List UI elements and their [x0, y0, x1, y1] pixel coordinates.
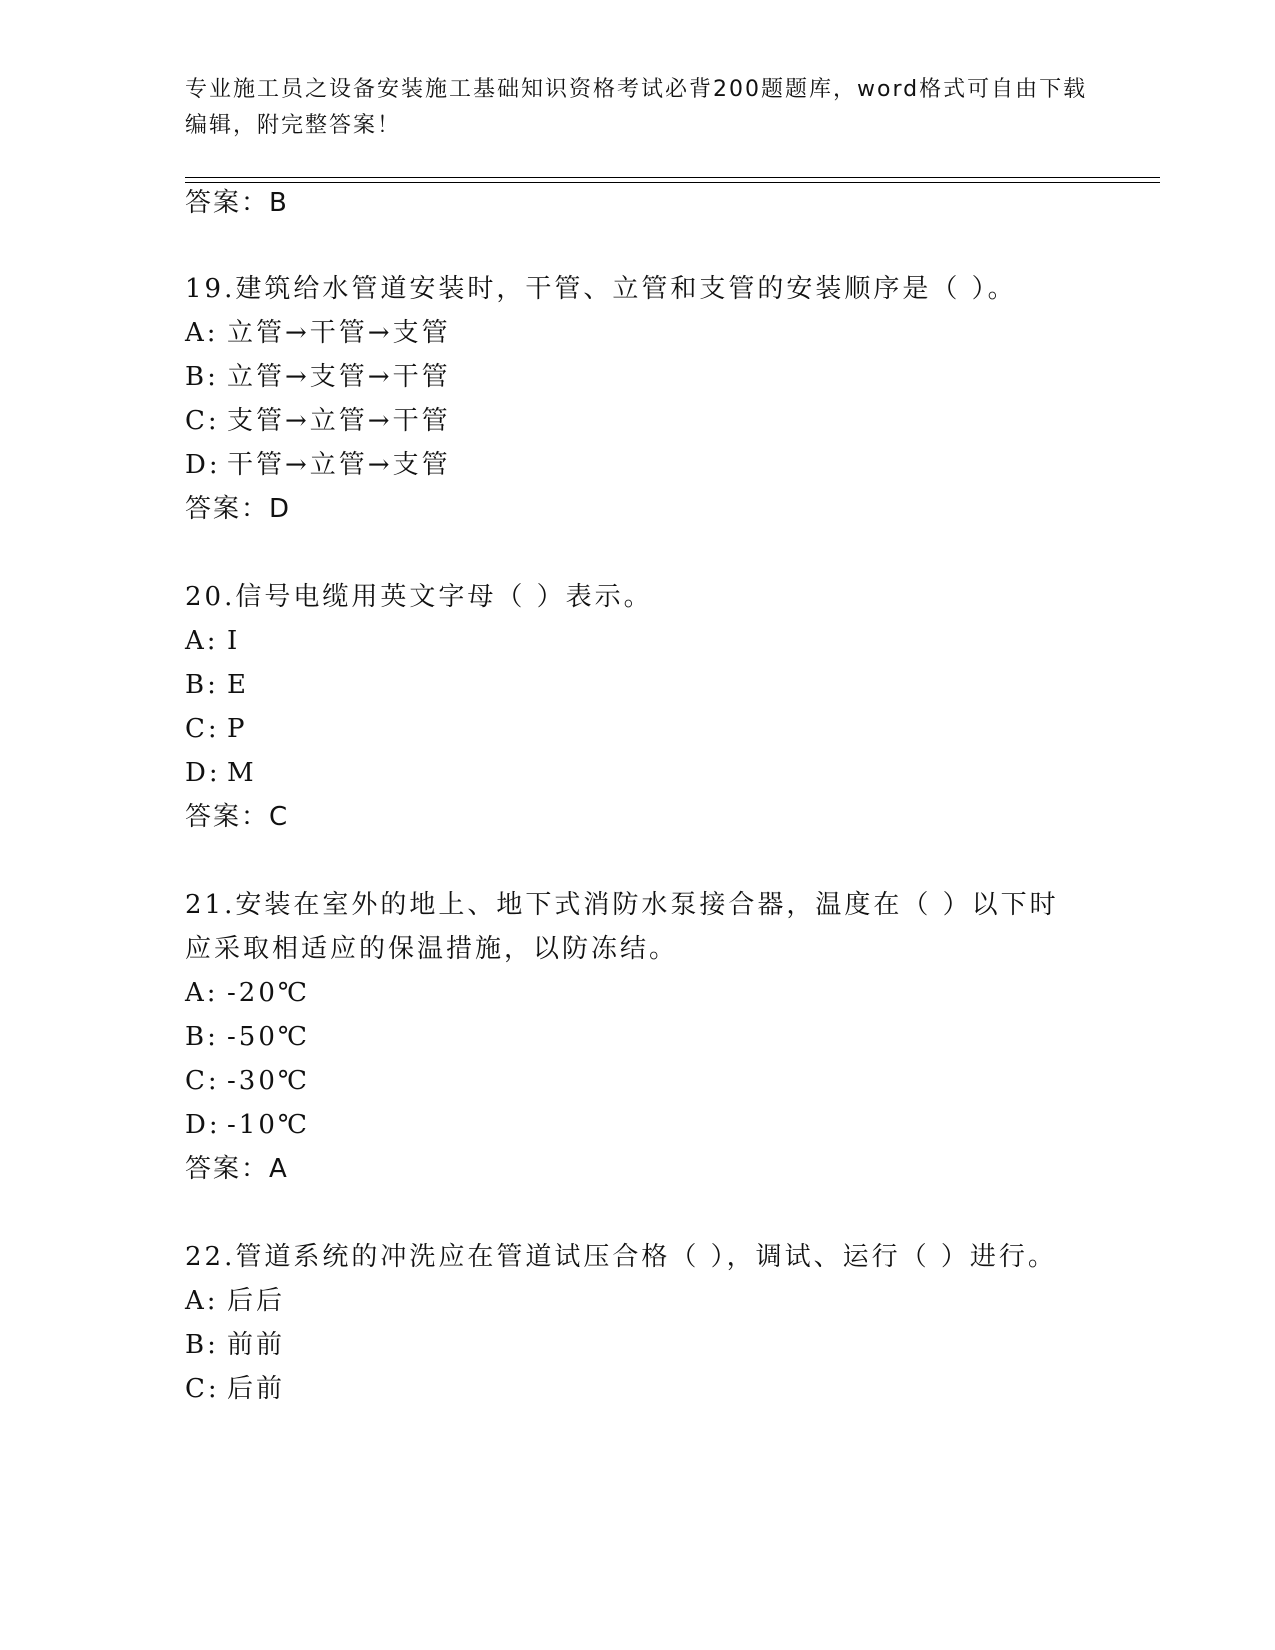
option-d [185, 756, 257, 790]
answer-line: 答案：A [185, 1154, 289, 1184]
question-stem-continued: 应采取相适应的保温措施，以防冻结。 [185, 934, 679, 964]
option-text: -50℃ [227, 1022, 310, 1052]
option-letter: B: [185, 670, 219, 700]
option-a [185, 316, 451, 350]
option-c [185, 404, 451, 438]
option-c [185, 1372, 285, 1406]
option-text: 后前 [227, 1374, 286, 1404]
option-letter: D: [185, 450, 221, 480]
option-letter: D: [185, 758, 221, 788]
option-letter: A: [185, 978, 219, 1008]
option-letter: A: [185, 318, 219, 348]
answer-line: 答案：C [185, 802, 290, 832]
option-text: M [227, 758, 257, 788]
option-text: 后后 [227, 1286, 286, 1316]
question-stem: 22.管道系统的冲洗应在管道试压合格（ ），调试、运行（ ）进行。 [185, 1242, 1057, 1272]
option-letter: B: [185, 1330, 219, 1360]
option-letter: C: [185, 406, 220, 436]
option-text: -20℃ [227, 978, 310, 1008]
option-a [185, 976, 310, 1010]
option-text: -30℃ [227, 1066, 310, 1096]
option-letter: A: [185, 626, 219, 656]
header-rule-bottom [185, 182, 1160, 183]
header-rule-top [185, 177, 1160, 178]
option-text: P [227, 714, 248, 744]
option-letter: C: [185, 1066, 220, 1096]
option-a [185, 624, 240, 658]
option-b [185, 1020, 310, 1054]
option-a [185, 1284, 285, 1318]
option-text: 支管→立管→干管 [227, 406, 451, 436]
document-header: 专业施工员之设备安装施工基础知识资格考试必背200题题库，word格式可自由下载编辑，附完整答案！ [185, 77, 1088, 138]
question-stem: 20.信号电缆用英文字母（ ）表示。 [185, 582, 653, 612]
option-letter: D: [185, 1110, 221, 1140]
option-letter: B: [185, 362, 219, 392]
option-d [185, 448, 451, 482]
option-b [185, 1328, 285, 1362]
previous-answer: 答案：B [185, 188, 289, 218]
option-d [185, 1108, 310, 1142]
option-text: 立管→支管→干管 [227, 362, 451, 392]
option-b [185, 668, 249, 702]
option-text: -10℃ [227, 1110, 310, 1140]
option-letter: C: [185, 714, 220, 744]
option-text: I [227, 626, 241, 656]
answer-line: 答案：D [185, 494, 292, 524]
question-stem: 21.安装在室外的地上、地下式消防水泵接合器，温度在（ ）以下时 [185, 890, 1059, 920]
option-letter: C: [185, 1374, 220, 1404]
option-text: 干管→立管→支管 [227, 450, 451, 480]
option-text: E [227, 670, 249, 700]
option-c [185, 1064, 310, 1098]
option-text: 前前 [227, 1330, 286, 1360]
option-text: 立管→干管→支管 [227, 318, 451, 348]
question-stem: 19.建筑给水管道安装时，干管、立管和支管的安装顺序是（ ）。 [185, 274, 1017, 304]
option-b [185, 360, 451, 394]
option-c [185, 712, 248, 746]
option-letter: A: [185, 1286, 219, 1316]
option-letter: B: [185, 1022, 219, 1052]
